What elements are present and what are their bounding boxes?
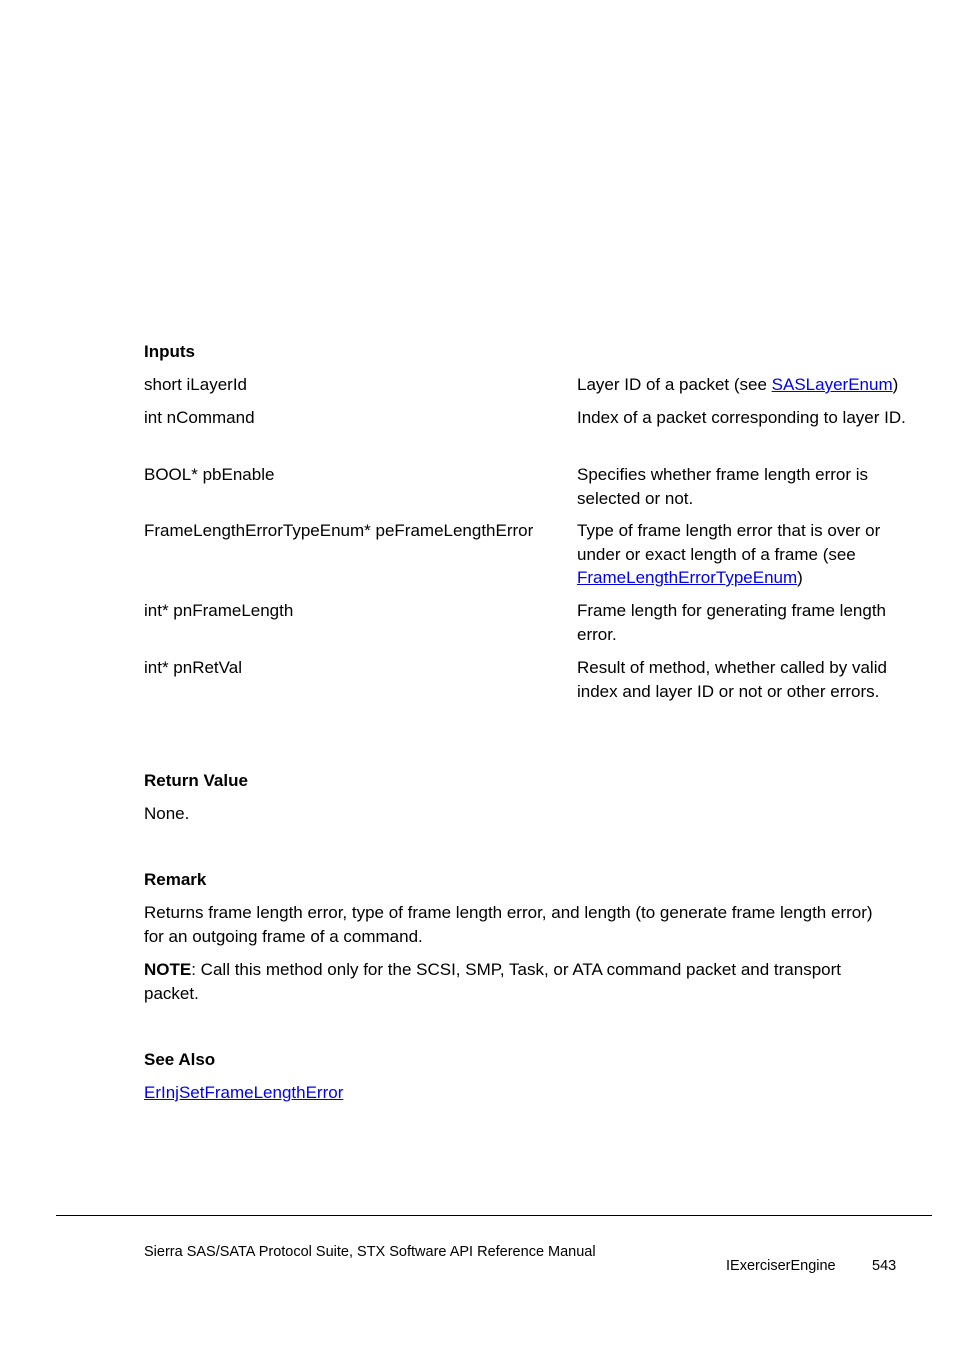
param-name: FrameLengthErrorTypeEnum* peFrameLengthError xyxy=(144,521,534,540)
note-text: : Call this method only for the SCSI, SMP, Task, or ATA command packet and transport packet. xyxy=(144,960,842,1003)
return-value-text: None. xyxy=(144,804,190,823)
param-description xyxy=(577,373,917,397)
param-description-text: ) xyxy=(892,375,899,394)
see-also-heading: See Also xyxy=(144,1050,216,1069)
footer-rule xyxy=(56,1215,932,1216)
footer-manual-title: Sierra SAS/SATA Protocol Suite, STX Software API Reference Manual xyxy=(144,1244,596,1260)
note-label: NOTE xyxy=(144,960,192,979)
erinjsetframelengtherror-link[interactable]: ErInjSetFrameLengthError xyxy=(144,1083,344,1102)
see-also-item xyxy=(144,1081,343,1105)
param-name: BOOL* pbEnable xyxy=(144,465,275,484)
param-description: Frame length for generating frame length error. xyxy=(577,601,887,644)
footer-page-number: 543 xyxy=(872,1258,897,1274)
remark-heading: Remark xyxy=(144,870,207,889)
param-description: Result of method, whether called by valid index and layer ID or not or other errors. xyxy=(577,658,887,701)
param-description xyxy=(577,519,907,590)
saslayerenum-link[interactable]: SASLayerEnum xyxy=(771,375,893,394)
param-name: int nCommand xyxy=(144,408,255,427)
footer-section: IExerciserEngine xyxy=(726,1258,836,1274)
param-description: Specifies whether frame length error is selected or not. xyxy=(577,465,869,508)
remark-note xyxy=(144,958,884,1005)
param-name: int* pnRetVal xyxy=(144,658,242,677)
param-description-text: Layer ID of a packet (see xyxy=(577,375,772,394)
return-value-heading: Return Value xyxy=(144,771,248,790)
inputs-heading: Inputs xyxy=(144,342,195,361)
param-name: int* pnFrameLength xyxy=(144,601,294,620)
param-description-text: ) xyxy=(797,568,803,587)
param-description-text: Type of frame length error that is over or under or exact length of a frame (see xyxy=(577,521,881,564)
remark-text: Returns frame length error, type of frame length error, and length (to generate frame length error) for an outgoing frame of a command. xyxy=(144,903,873,946)
framelengtherrortypeenum-link[interactable]: FrameLengthErrorTypeEnum xyxy=(577,568,798,587)
param-description: Index of a packet corresponding to layer ID. xyxy=(577,408,906,427)
param-name: short iLayerId xyxy=(144,375,247,394)
